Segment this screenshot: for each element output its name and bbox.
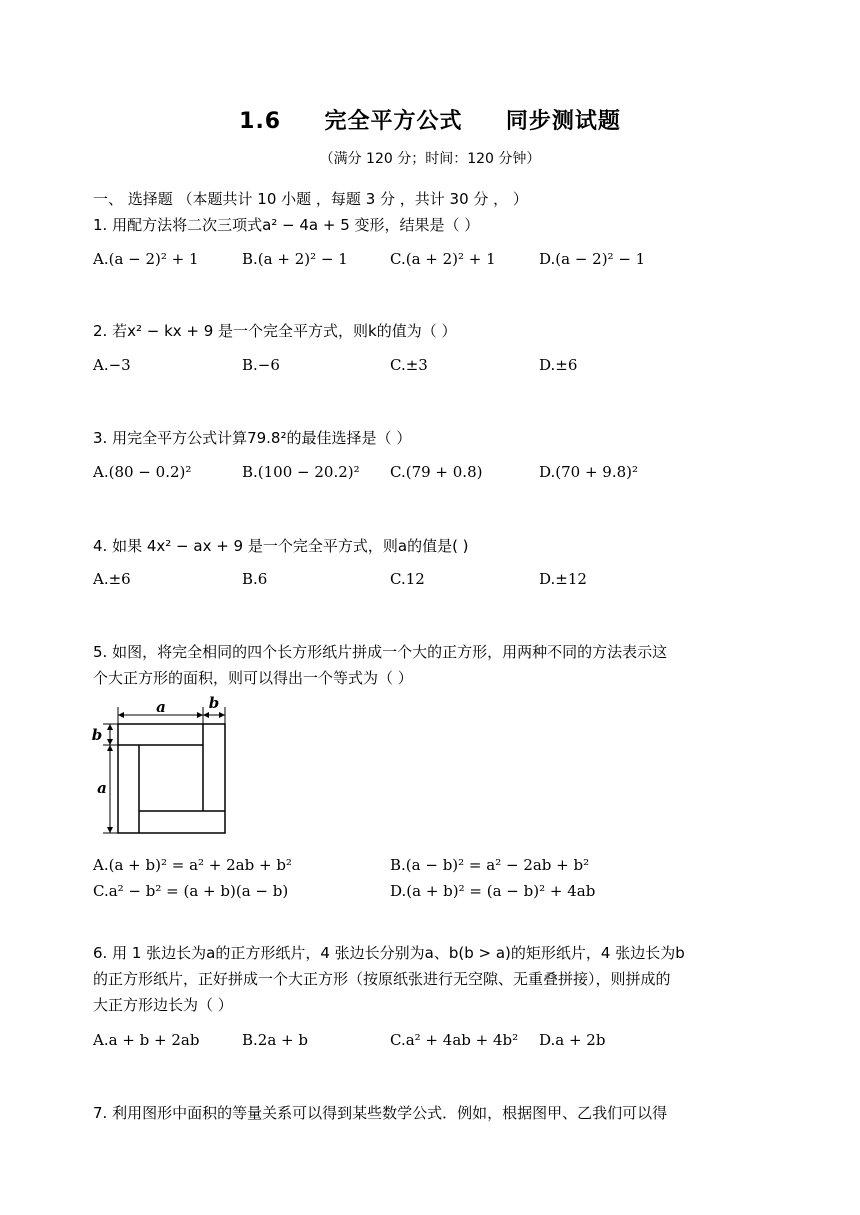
question-4-option-b[interactable]: B.6 bbox=[242, 570, 268, 588]
title-text: 完全平方公式 bbox=[324, 109, 463, 134]
figure-label-b-top: b bbox=[208, 694, 220, 712]
figure-label-a-top: a bbox=[156, 698, 166, 716]
question-6-option-b[interactable]: B.2a + b bbox=[242, 1031, 308, 1049]
question-2-option-c[interactable]: C.±3 bbox=[390, 356, 428, 374]
figure-label-b-left: b bbox=[91, 726, 103, 744]
question-1-option-c[interactable]: C.(a + 2)² + 1 bbox=[390, 250, 496, 268]
question-4-option-d[interactable]: D.±12 bbox=[539, 570, 587, 588]
question-4-option-a[interactable]: A.±6 bbox=[93, 570, 131, 588]
question-5-option-d[interactable]: D.(a + b)² = (a − b)² + 4ab bbox=[390, 882, 596, 900]
question-4-stem: 4. 如果 4x² − ax + 9 是一个完全平方式，则a的值是( ) bbox=[93, 537, 469, 555]
exam-meta: （满分 120 分；时间：120 分钟） bbox=[319, 151, 541, 167]
question-3-option-b[interactable]: B.(100 − 20.2)² bbox=[242, 463, 360, 481]
question-1-option-d[interactable]: D.(a − 2)² − 1 bbox=[539, 250, 646, 268]
question-5-figure bbox=[93, 693, 233, 835]
document-title bbox=[0, 104, 860, 135]
question-5-stem-line-2: 个大正方形的面积，则可以得出一个等式为（ ） bbox=[93, 669, 413, 687]
section-heading: 一、 选择题 （本题共计 10 小题 ，每题 3 分 ，共计 30 分 ， ） bbox=[93, 190, 528, 208]
question-1-option-a[interactable]: A.(a − 2)² + 1 bbox=[93, 250, 199, 268]
question-5-stem-line-1: 5. 如图，将完全相同的四个长方形纸片拼成一个大的正方形，用两种不同的方法表示这 bbox=[93, 643, 668, 661]
question-3-option-c[interactable]: C.(79 + 0.8) bbox=[390, 463, 483, 481]
question-5-option-c[interactable]: C.a² − b² = (a + b)(a − b) bbox=[93, 882, 289, 900]
question-2-stem: 2. 若x² − kx + 9 是一个完全平方式，则k的值为（ ） bbox=[93, 322, 457, 340]
question-6-stem-line-2: 的正方形纸片，正好拼成一个大正方形（按原纸张进行无空隙、无重叠拼接），则拼成的 bbox=[93, 970, 671, 988]
question-6-stem-line-3: 大正方形边长为（ ） bbox=[93, 996, 233, 1014]
question-3-option-a[interactable]: A.(80 − 0.2)² bbox=[93, 463, 192, 481]
question-6-stem-line-1: 6. 用 1 张边长为a的正方形纸片，4 张边长分别为a、b(b > a)的矩形纸片，4 张边长为b bbox=[93, 944, 685, 962]
question-1-stem: 1. 用配方法将二次三项式a² − 4a + 5 变形，结果是（ ） bbox=[93, 216, 480, 234]
figure-outer-square bbox=[118, 724, 225, 833]
question-7-stem: 7. 利用图形中面积的等量关系可以得到某些数学公式．例如，根据图甲、乙我们可以得 bbox=[93, 1104, 668, 1122]
question-4-option-c[interactable]: C.12 bbox=[390, 570, 425, 588]
question-2-option-a[interactable]: A.−3 bbox=[93, 356, 131, 374]
question-6-option-d[interactable]: D.a + 2b bbox=[539, 1031, 606, 1049]
question-3-stem: 3. 用完全平方公式计算79.8²的最佳选择是（ ） bbox=[93, 429, 412, 447]
question-6-option-a[interactable]: A.a + b + 2ab bbox=[93, 1031, 200, 1049]
question-2-option-b[interactable]: B.−6 bbox=[242, 356, 280, 374]
question-1-option-b[interactable]: B.(a + 2)² − 1 bbox=[242, 250, 348, 268]
question-3-option-d[interactable]: D.(70 + 9.8)² bbox=[539, 463, 639, 481]
title-number: 1.6 bbox=[239, 109, 282, 134]
question-5-option-b[interactable]: B.(a − b)² = a² − 2ab + b² bbox=[390, 856, 590, 874]
question-6-option-c[interactable]: C.a² + 4ab + 4b² bbox=[390, 1031, 519, 1049]
title-suffix: 同步测试题 bbox=[505, 109, 621, 134]
figure-label-a-left: a bbox=[97, 779, 107, 797]
question-5-option-a[interactable]: A.(a + b)² = a² + 2ab + b² bbox=[93, 856, 292, 874]
question-2-option-d[interactable]: D.±6 bbox=[539, 356, 578, 374]
